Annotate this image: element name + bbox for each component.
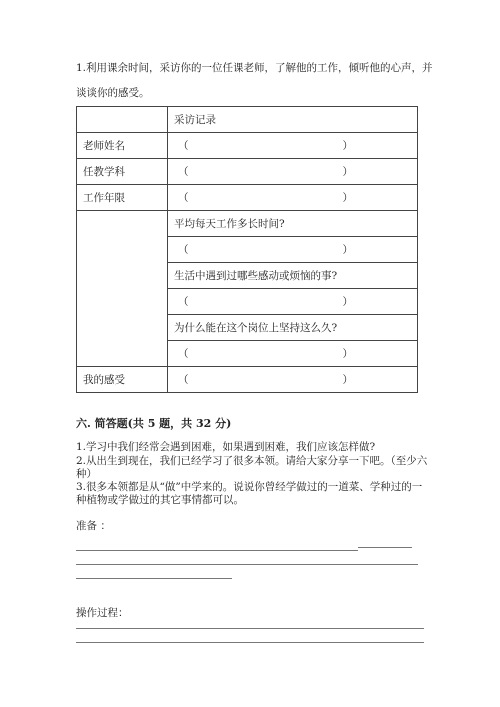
answer-subject[interactable]	[168, 159, 418, 185]
answer-line[interactable]	[76, 628, 424, 629]
answer-sub-question-2[interactable]	[168, 289, 418, 315]
answer-teacher-name[interactable]	[168, 133, 418, 159]
merged-left-cell	[77, 211, 168, 367]
answer-my-feeling[interactable]	[168, 367, 418, 393]
label-teacher-name: 老师姓名	[77, 133, 168, 159]
paren-close: ）	[342, 348, 353, 360]
question-1-line-2: 谈谈你的感受。	[76, 87, 150, 99]
sub-question-1: 平均每天工作多长时间?	[168, 211, 418, 237]
process-label: 操作过程：	[76, 607, 129, 619]
label-years: 工作年限	[77, 185, 168, 211]
paren-close: ）	[342, 374, 353, 386]
sub-question-3: 为什么能在这个岗位上坚持这么久?	[168, 315, 418, 341]
question-1-line-1: 1.利用课余时间，采访你的一位任课老师，了解他的工作，倾听他的心声，并	[76, 62, 433, 74]
paren-close: ）	[342, 296, 353, 308]
paren-close: ）	[342, 192, 353, 204]
paren-open: （	[178, 244, 189, 256]
section-6-question-3-line-2: 种植物或学做过的其它事情都可以。	[76, 494, 244, 506]
paren-open: （	[178, 296, 189, 308]
paren-open: （	[178, 348, 189, 360]
answer-sub-question-1[interactable]	[168, 237, 418, 263]
table-corner-cell	[77, 107, 168, 133]
label-my-feeling: 我的感受	[77, 367, 168, 393]
paren-close: ）	[342, 166, 353, 178]
answer-line[interactable]	[76, 642, 424, 643]
table-header: 采访记录	[168, 107, 418, 133]
answer-line[interactable]	[76, 550, 358, 551]
paren-open: （	[178, 192, 189, 204]
prepare-label: 准备 ：	[76, 520, 111, 532]
section-6-question-1: 1.学习中我们经常会遇到困难，如果遇到困难，我们应该怎样做?	[76, 441, 376, 453]
answer-years[interactable]	[168, 185, 418, 211]
interview-record-table	[76, 106, 418, 393]
paren-open: （	[178, 140, 189, 152]
section-6-question-2-line-2: 种）	[76, 468, 97, 480]
sub-question-2: 生活中遇到过哪些感动或烦恼的事?	[168, 263, 418, 289]
paren-open: （	[178, 374, 189, 386]
section-6-question-3-line-1: 3.很多本领都是从“做”中学来的。说说你曾经学做过的一道菜、学种过的一	[76, 481, 423, 493]
section-6-question-2-line-1: 2.从出生到现在，我们已经学习了很多本领。请给大家分享一下吧。（至少六	[76, 455, 428, 467]
section-6-title: 六. 简答题(共 5 题，共 32 分)	[76, 417, 232, 430]
paren-close: ）	[342, 140, 353, 152]
paren-close: ）	[342, 244, 353, 256]
answer-sub-question-3[interactable]	[168, 341, 418, 367]
label-subject: 任教学科	[77, 159, 168, 185]
answer-line[interactable]	[76, 564, 418, 565]
answer-line[interactable]	[76, 578, 232, 579]
paren-open: （	[178, 166, 189, 178]
answer-line[interactable]	[358, 547, 412, 548]
